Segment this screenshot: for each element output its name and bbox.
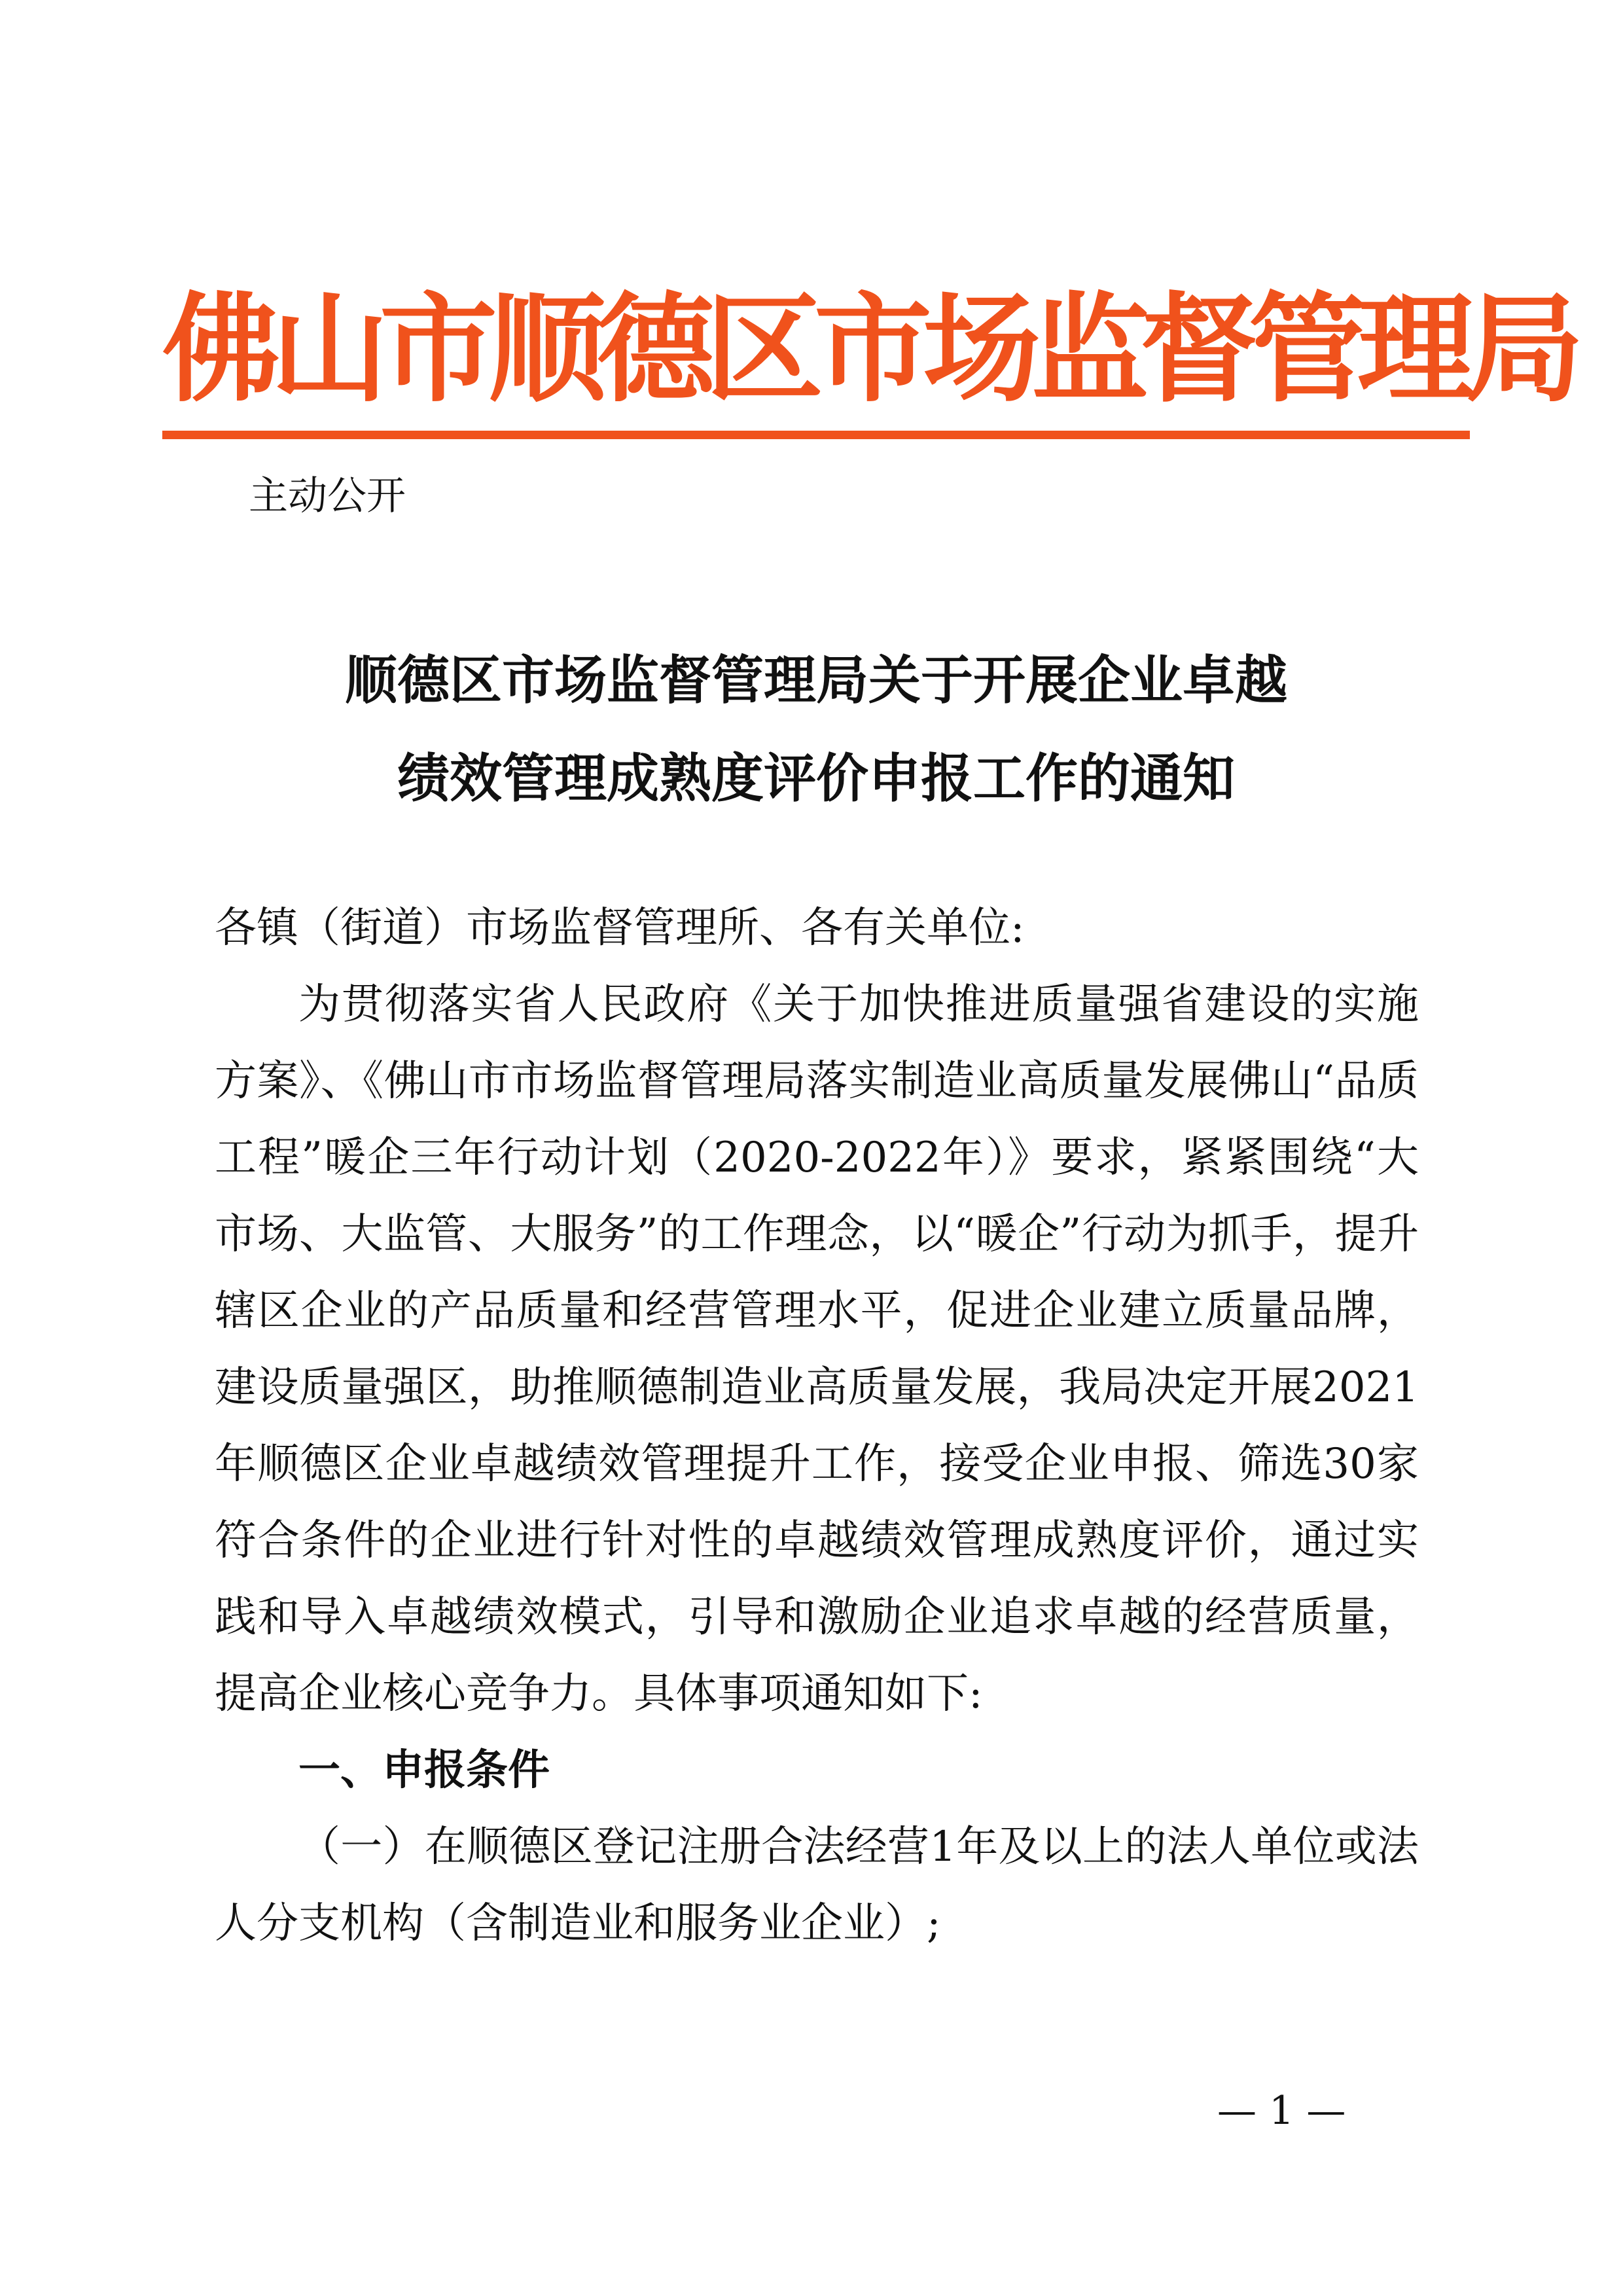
document-title-line-2: 绩效管理成熟度评价申报工作的通知 [397, 748, 1235, 809]
document-body [215, 890, 1419, 1962]
document-title-line-1: 顺德区市场监督管理局关于开展企业卓越 [345, 650, 1287, 711]
agency-masthead: 佛山市顺德区市场监督管理局 [162, 281, 1575, 418]
publicity-mark: 主动公开 [249, 473, 406, 519]
section-heading-application-conditions: 一、申报条件 [298, 1746, 550, 1795]
salutation: 各镇（街道）市场监督管理所、各有关单位: [215, 904, 1025, 952]
document-title [162, 632, 1470, 828]
page-number: — 1 — [1217, 2088, 1346, 2134]
intro-paragraph: 为贯彻落实省人民政府《关于加快推进质量强省建设的实施方案》、《佛山市市场监督管理局落实制造业高质量发展佛山“品质工程”暖企三年行动计划（2020-2022年）》要求，紧紧围绕“大市场、大监管、大服务”的工作理念，以“暖企”行动为抓手，提升辖区企业的产品质量和经营管理水平，促进企业建立质量品牌，建设质量强区，助推顺德制造业高质量发展，我局决定开展2021年顺德区企业卓越绩效管理提升工作，接受企业申报、筛选30家符合条件的企业进行针对性的卓越绩效管理成熟度评价，通过实践和导入卓越绩效模式，引导和激励企业追求卓越的经营质量，提高企业核心竞争力。具体事项通知如下: [215, 980, 1419, 1718]
masthead-red-rule [162, 431, 1470, 439]
condition-item-1: （一）在顺德区登记注册合法经营1年及以上的法人单位或法人分支机构（含制造业和服务业企业）; [215, 1823, 1419, 1948]
